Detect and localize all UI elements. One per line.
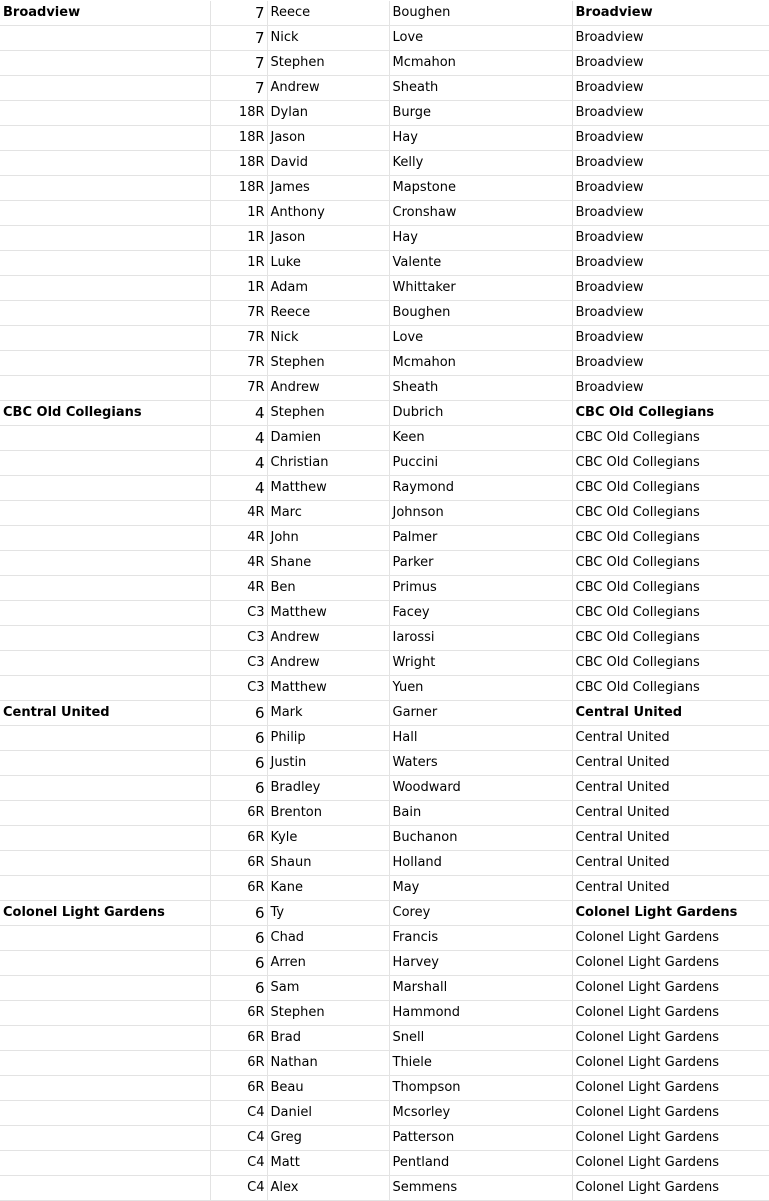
first-name-cell: Nathan	[267, 1051, 389, 1076]
last-name-cell: Facey	[389, 601, 572, 626]
club-name-cell	[0, 176, 210, 201]
club-name-cell	[0, 626, 210, 651]
club-name-cell: Broadview	[0, 1, 210, 26]
table-row	[0, 226, 769, 251]
table-row	[0, 951, 769, 976]
club-name-cell	[0, 126, 210, 151]
last-name-cell: Boughen	[389, 301, 572, 326]
first-name-cell: Nick	[267, 326, 389, 351]
first-name-cell: Andrew	[267, 376, 389, 401]
club-name-cell	[0, 26, 210, 51]
team-cell: Broadview	[572, 1, 769, 26]
last-name-cell: Hay	[389, 226, 572, 251]
club-name-cell	[0, 726, 210, 751]
team-cell: CBC Old Collegians	[572, 426, 769, 451]
club-name-cell	[0, 251, 210, 276]
club-name-cell	[0, 851, 210, 876]
grade-cell: 4	[210, 401, 267, 426]
first-name-cell: Stephen	[267, 51, 389, 76]
club-name-cell	[0, 201, 210, 226]
club-name-cell	[0, 676, 210, 701]
table-row	[0, 451, 769, 476]
last-name-cell: Parker	[389, 551, 572, 576]
first-name-cell: Christian	[267, 451, 389, 476]
team-cell: Broadview	[572, 376, 769, 401]
club-name-cell	[0, 351, 210, 376]
team-cell: CBC Old Collegians	[572, 626, 769, 651]
table-row	[0, 426, 769, 451]
last-name-cell: Puccini	[389, 451, 572, 476]
first-name-cell: Damien	[267, 426, 389, 451]
team-cell: Colonel Light Gardens	[572, 1176, 769, 1201]
first-name-cell: Reece	[267, 301, 389, 326]
last-name-cell: Wright	[389, 651, 572, 676]
team-cell: Broadview	[572, 276, 769, 301]
team-cell: Colonel Light Gardens	[572, 926, 769, 951]
first-name-cell: Andrew	[267, 651, 389, 676]
last-name-cell: Thiele	[389, 1051, 572, 1076]
last-name-cell: Iarossi	[389, 626, 572, 651]
table-row	[0, 751, 769, 776]
grade-cell: 4	[210, 426, 267, 451]
team-cell: Colonel Light Gardens	[572, 951, 769, 976]
table-row	[0, 1, 769, 26]
club-name-cell	[0, 451, 210, 476]
table-row	[0, 526, 769, 551]
first-name-cell: Nick	[267, 26, 389, 51]
first-name-cell: Arren	[267, 951, 389, 976]
club-name-cell	[0, 976, 210, 1001]
first-name-cell: Daniel	[267, 1101, 389, 1126]
club-name-cell	[0, 576, 210, 601]
team-cell: Colonel Light Gardens	[572, 1051, 769, 1076]
table-row	[0, 1151, 769, 1176]
team-cell: Colonel Light Gardens	[572, 1101, 769, 1126]
team-cell: Broadview	[572, 151, 769, 176]
table-row	[0, 76, 769, 101]
team-cell: Broadview	[572, 51, 769, 76]
grade-cell: 4	[210, 476, 267, 501]
grade-cell: 7	[210, 51, 267, 76]
first-name-cell: Marc	[267, 501, 389, 526]
team-cell: Central United	[572, 701, 769, 726]
last-name-cell: Boughen	[389, 1, 572, 26]
club-name-cell	[0, 1001, 210, 1026]
last-name-cell: Johnson	[389, 501, 572, 526]
table-row	[0, 1176, 769, 1201]
last-name-cell: Raymond	[389, 476, 572, 501]
club-name-cell	[0, 376, 210, 401]
club-name-cell	[0, 76, 210, 101]
table-row	[0, 201, 769, 226]
table-row	[0, 1001, 769, 1026]
grade-cell: 7R	[210, 376, 267, 401]
grade-cell: 6	[210, 776, 267, 801]
team-cell: Central United	[572, 776, 769, 801]
grade-cell: 18R	[210, 176, 267, 201]
table-row	[0, 301, 769, 326]
club-name-cell	[0, 1076, 210, 1101]
team-cell: Central United	[572, 851, 769, 876]
grade-cell: 7	[210, 1, 267, 26]
last-name-cell: May	[389, 876, 572, 901]
club-name-cell	[0, 326, 210, 351]
grade-cell: C3	[210, 626, 267, 651]
last-name-cell: Hammond	[389, 1001, 572, 1026]
table-row	[0, 1101, 769, 1126]
grade-cell: 4R	[210, 501, 267, 526]
team-cell: Colonel Light Gardens	[572, 1001, 769, 1026]
table-row	[0, 101, 769, 126]
club-name-cell	[0, 501, 210, 526]
team-cell: Central United	[572, 751, 769, 776]
first-name-cell: Greg	[267, 1126, 389, 1151]
last-name-cell: Semmens	[389, 1176, 572, 1201]
first-name-cell: Bradley	[267, 776, 389, 801]
grade-cell: C4	[210, 1101, 267, 1126]
team-cell: Broadview	[572, 26, 769, 51]
club-name-cell	[0, 526, 210, 551]
first-name-cell: Jason	[267, 126, 389, 151]
first-name-cell: Justin	[267, 751, 389, 776]
last-name-cell: Patterson	[389, 1126, 572, 1151]
grade-cell: 1R	[210, 201, 267, 226]
club-name-cell	[0, 551, 210, 576]
last-name-cell: Mcmahon	[389, 51, 572, 76]
last-name-cell: Buchanon	[389, 826, 572, 851]
grade-cell: 6R	[210, 851, 267, 876]
grade-cell: 1R	[210, 251, 267, 276]
grade-cell: 6	[210, 701, 267, 726]
table-row	[0, 401, 769, 426]
first-name-cell: David	[267, 151, 389, 176]
club-name-cell	[0, 426, 210, 451]
first-name-cell: Matt	[267, 1151, 389, 1176]
team-cell: CBC Old Collegians	[572, 526, 769, 551]
club-name-cell	[0, 651, 210, 676]
team-cell: CBC Old Collegians	[572, 651, 769, 676]
team-cell: CBC Old Collegians	[572, 601, 769, 626]
grade-cell: 4R	[210, 526, 267, 551]
first-name-cell: Stephen	[267, 401, 389, 426]
club-name-cell	[0, 826, 210, 851]
club-name-cell	[0, 951, 210, 976]
last-name-cell: Palmer	[389, 526, 572, 551]
last-name-cell: Pentland	[389, 1151, 572, 1176]
club-name-cell	[0, 876, 210, 901]
last-name-cell: Primus	[389, 576, 572, 601]
grade-cell: 6R	[210, 1051, 267, 1076]
grade-cell: 7R	[210, 301, 267, 326]
team-cell: Broadview	[572, 101, 769, 126]
first-name-cell: Stephen	[267, 351, 389, 376]
first-name-cell: Brenton	[267, 801, 389, 826]
grade-cell: C3	[210, 676, 267, 701]
first-name-cell: Adam	[267, 276, 389, 301]
grade-cell: C4	[210, 1151, 267, 1176]
team-cell: CBC Old Collegians	[572, 401, 769, 426]
team-cell: Central United	[572, 726, 769, 751]
table-row	[0, 676, 769, 701]
grade-cell: 6R	[210, 826, 267, 851]
grade-cell: 6R	[210, 1076, 267, 1101]
last-name-cell: Sheath	[389, 376, 572, 401]
last-name-cell: Mcsorley	[389, 1101, 572, 1126]
grade-cell: C4	[210, 1126, 267, 1151]
team-cell: CBC Old Collegians	[572, 501, 769, 526]
club-name-cell	[0, 51, 210, 76]
last-name-cell: Dubrich	[389, 401, 572, 426]
last-name-cell: Mapstone	[389, 176, 572, 201]
table-row	[0, 326, 769, 351]
table-row	[0, 1126, 769, 1151]
table-row	[0, 601, 769, 626]
table-row	[0, 351, 769, 376]
last-name-cell: Holland	[389, 851, 572, 876]
table-row	[0, 251, 769, 276]
club-name-cell	[0, 476, 210, 501]
last-name-cell: Bain	[389, 801, 572, 826]
player-roster-table	[0, 1, 769, 1201]
team-cell: Colonel Light Gardens	[572, 901, 769, 926]
grade-cell: C3	[210, 601, 267, 626]
table-row	[0, 151, 769, 176]
team-cell: Colonel Light Gardens	[572, 1126, 769, 1151]
grade-cell: 6R	[210, 1001, 267, 1026]
grade-cell: 6	[210, 726, 267, 751]
grade-cell: C3	[210, 651, 267, 676]
table-row	[0, 626, 769, 651]
grade-cell: 6R	[210, 876, 267, 901]
grade-cell: 4R	[210, 576, 267, 601]
first-name-cell: Reece	[267, 1, 389, 26]
last-name-cell: Valente	[389, 251, 572, 276]
first-name-cell: Mark	[267, 701, 389, 726]
table-row	[0, 801, 769, 826]
club-name-cell	[0, 801, 210, 826]
first-name-cell: Ty	[267, 901, 389, 926]
club-name-cell	[0, 226, 210, 251]
last-name-cell: Snell	[389, 1026, 572, 1051]
team-cell: Broadview	[572, 126, 769, 151]
first-name-cell: Sam	[267, 976, 389, 1001]
first-name-cell: Shane	[267, 551, 389, 576]
team-cell: Broadview	[572, 201, 769, 226]
table-row	[0, 576, 769, 601]
last-name-cell: Waters	[389, 751, 572, 776]
team-cell: Broadview	[572, 226, 769, 251]
grade-cell: 6	[210, 976, 267, 1001]
last-name-cell: Sheath	[389, 76, 572, 101]
grade-cell: 7	[210, 26, 267, 51]
first-name-cell: Brad	[267, 1026, 389, 1051]
last-name-cell: Woodward	[389, 776, 572, 801]
club-name-cell: CBC Old Collegians	[0, 401, 210, 426]
last-name-cell: Love	[389, 26, 572, 51]
first-name-cell: Kane	[267, 876, 389, 901]
table-row	[0, 126, 769, 151]
table-row	[0, 26, 769, 51]
first-name-cell: John	[267, 526, 389, 551]
first-name-cell: Alex	[267, 1176, 389, 1201]
team-cell: Colonel Light Gardens	[572, 976, 769, 1001]
first-name-cell: Beau	[267, 1076, 389, 1101]
grade-cell: 18R	[210, 126, 267, 151]
club-name-cell	[0, 276, 210, 301]
team-cell: Broadview	[572, 176, 769, 201]
last-name-cell: Garner	[389, 701, 572, 726]
last-name-cell: Whittaker	[389, 276, 572, 301]
grade-cell: 6	[210, 901, 267, 926]
club-name-cell	[0, 1176, 210, 1201]
last-name-cell: Hay	[389, 126, 572, 151]
first-name-cell: Jason	[267, 226, 389, 251]
first-name-cell: Matthew	[267, 676, 389, 701]
table-row	[0, 851, 769, 876]
grade-cell: 6	[210, 926, 267, 951]
first-name-cell: Kyle	[267, 826, 389, 851]
team-cell: Colonel Light Gardens	[572, 1026, 769, 1051]
last-name-cell: Hall	[389, 726, 572, 751]
grade-cell: 7	[210, 76, 267, 101]
roster-body	[0, 1, 769, 1201]
last-name-cell: Keen	[389, 426, 572, 451]
grade-cell: 18R	[210, 151, 267, 176]
team-cell: Colonel Light Gardens	[572, 1076, 769, 1101]
club-name-cell	[0, 151, 210, 176]
first-name-cell: Anthony	[267, 201, 389, 226]
team-cell: Broadview	[572, 351, 769, 376]
last-name-cell: Thompson	[389, 1076, 572, 1101]
table-row	[0, 1076, 769, 1101]
last-name-cell: Mcmahon	[389, 351, 572, 376]
grade-cell: 4	[210, 451, 267, 476]
table-row	[0, 376, 769, 401]
club-name-cell	[0, 601, 210, 626]
last-name-cell: Yuen	[389, 676, 572, 701]
team-cell: CBC Old Collegians	[572, 576, 769, 601]
club-name-cell	[0, 1026, 210, 1051]
club-name-cell	[0, 1101, 210, 1126]
team-cell: CBC Old Collegians	[572, 676, 769, 701]
team-cell: Central United	[572, 826, 769, 851]
table-row	[0, 51, 769, 76]
team-cell: Broadview	[572, 76, 769, 101]
club-name-cell	[0, 301, 210, 326]
table-row	[0, 976, 769, 1001]
table-row	[0, 901, 769, 926]
team-cell: CBC Old Collegians	[572, 451, 769, 476]
team-cell: Broadview	[572, 326, 769, 351]
table-row	[0, 926, 769, 951]
first-name-cell: Dylan	[267, 101, 389, 126]
club-name-cell: Central United	[0, 701, 210, 726]
last-name-cell: Marshall	[389, 976, 572, 1001]
grade-cell: 6R	[210, 801, 267, 826]
team-cell: Broadview	[572, 301, 769, 326]
last-name-cell: Harvey	[389, 951, 572, 976]
club-name-cell	[0, 101, 210, 126]
club-name-cell	[0, 1126, 210, 1151]
first-name-cell: James	[267, 176, 389, 201]
club-name-cell	[0, 926, 210, 951]
club-name-cell	[0, 751, 210, 776]
club-name-cell	[0, 1051, 210, 1076]
club-name-cell: Colonel Light Gardens	[0, 901, 210, 926]
first-name-cell: Luke	[267, 251, 389, 276]
last-name-cell: Cronshaw	[389, 201, 572, 226]
table-row	[0, 176, 769, 201]
first-name-cell: Chad	[267, 926, 389, 951]
grade-cell: 1R	[210, 226, 267, 251]
table-row	[0, 726, 769, 751]
grade-cell: 7R	[210, 326, 267, 351]
grade-cell: 1R	[210, 276, 267, 301]
first-name-cell: Stephen	[267, 1001, 389, 1026]
first-name-cell: Philip	[267, 726, 389, 751]
team-cell: Central United	[572, 801, 769, 826]
table-row	[0, 501, 769, 526]
table-row	[0, 651, 769, 676]
team-cell: Broadview	[572, 251, 769, 276]
first-name-cell: Andrew	[267, 76, 389, 101]
grade-cell: 18R	[210, 101, 267, 126]
table-row	[0, 701, 769, 726]
team-cell: CBC Old Collegians	[572, 551, 769, 576]
first-name-cell: Andrew	[267, 626, 389, 651]
table-row	[0, 476, 769, 501]
team-cell: Central United	[572, 876, 769, 901]
club-name-cell	[0, 1151, 210, 1176]
table-row	[0, 776, 769, 801]
grade-cell: 7R	[210, 351, 267, 376]
table-row	[0, 826, 769, 851]
table-row	[0, 551, 769, 576]
table-row	[0, 1051, 769, 1076]
last-name-cell: Francis	[389, 926, 572, 951]
grade-cell: 6	[210, 951, 267, 976]
table-row	[0, 1026, 769, 1051]
table-row	[0, 876, 769, 901]
grade-cell: C4	[210, 1176, 267, 1201]
last-name-cell: Corey	[389, 901, 572, 926]
grade-cell: 6	[210, 751, 267, 776]
grade-cell: 4R	[210, 551, 267, 576]
team-cell: CBC Old Collegians	[572, 476, 769, 501]
team-cell: Colonel Light Gardens	[572, 1151, 769, 1176]
first-name-cell: Ben	[267, 576, 389, 601]
first-name-cell: Shaun	[267, 851, 389, 876]
last-name-cell: Kelly	[389, 151, 572, 176]
first-name-cell: Matthew	[267, 476, 389, 501]
last-name-cell: Burge	[389, 101, 572, 126]
club-name-cell	[0, 776, 210, 801]
last-name-cell: Love	[389, 326, 572, 351]
grade-cell: 6R	[210, 1026, 267, 1051]
table-row	[0, 276, 769, 301]
first-name-cell: Matthew	[267, 601, 389, 626]
